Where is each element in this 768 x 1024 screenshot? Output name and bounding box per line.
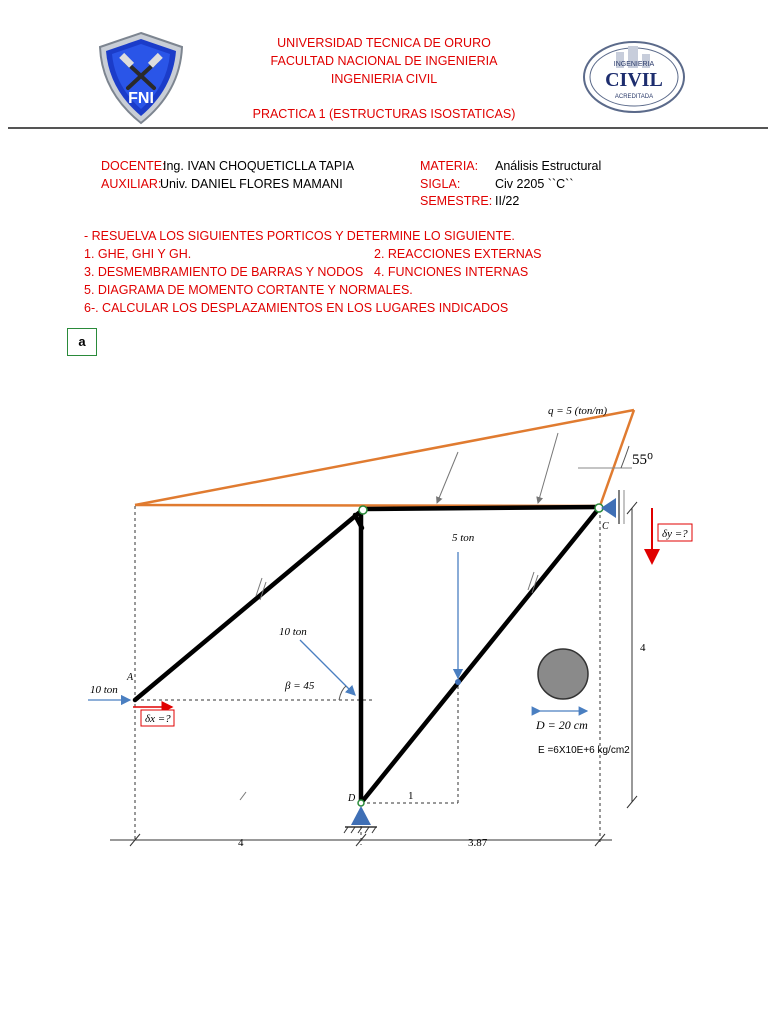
node-c-label: C [602, 521, 609, 532]
node-mid [455, 679, 461, 685]
member-top-beam [362, 507, 600, 509]
node-a-label: A [127, 672, 134, 683]
force-10-horizontal-label: 10 ton [90, 684, 118, 696]
materia-label: MATERIA: [420, 159, 479, 173]
sigla-label: SIGLA: [420, 177, 461, 191]
auxiliar-value: Univ. DANIEL FLORES MAMANI [160, 177, 343, 191]
dx-label: δx =? [145, 713, 171, 725]
beta-label: β = 45 [285, 680, 315, 692]
dy-label: δy =? [662, 528, 688, 540]
dim-small-label: 1 [408, 790, 414, 802]
materia-value: Análisis Estructural [495, 159, 602, 173]
distributed-load [135, 410, 634, 506]
angle-top-label: 55⁰ [632, 452, 654, 468]
docente-label: DOCENTE: [101, 159, 166, 173]
dim-right-bottom-label: 3.87 [468, 837, 488, 849]
node-top [359, 506, 367, 514]
force-10-inclined-label: 10 ton [279, 626, 307, 638]
semestre-value: II/22 [495, 194, 520, 208]
cross-section-circle [538, 649, 588, 699]
semestre-label: SEMESTRE: [420, 194, 493, 208]
force-5-label: 5 ton [452, 532, 475, 544]
dim-right [627, 502, 637, 808]
instructions-intro: - RESUELVA LOS SIGUIENTES PORTICOS Y DETERMINE LO SIGUIENTE. [84, 229, 515, 243]
instruction-6: 6-. CALCULAR LOS DESPLAZAMIENTOS EN LOS LUGARES INDICADOS [84, 301, 509, 315]
civil-logo-bottom: ACREDITADA [614, 94, 654, 100]
docente-value: Ing. IVAN CHOQUETICLLA TAPIA [163, 159, 355, 173]
practice-title: PRACTICA 1 (ESTRUCTURAS ISOSTATICAS) [252, 107, 516, 121]
diameter-label: D = 20 cm [536, 718, 588, 732]
instruction-5: 5. DIAGRAMA DE MOMENTO CORTANTE Y NORMALES. [84, 283, 413, 297]
instruction-2: 2. REACCIONES EXTERNAS [374, 247, 542, 261]
support-d [344, 806, 377, 833]
beta-arc [339, 686, 346, 700]
problem-label-box: a [67, 328, 97, 356]
civil-logo-top: INGENIERIA [613, 61, 655, 68]
modulus-label: E =6X10E+6 kg/cm2 [538, 745, 630, 756]
node-d [358, 800, 364, 806]
frame-members [135, 507, 600, 803]
load-label: q = 5 (ton/m) [548, 405, 608, 417]
instruction-1: 1. GHE, GHI Y GH. [84, 247, 192, 261]
sigla-value: Civ 2205 ``C`` [495, 177, 574, 191]
auxiliar-label: AUXILIAR: [101, 177, 162, 191]
civil-logo-main: CIVIL [605, 69, 663, 91]
instruction-3: 3. DESMEMBRAMIENTO DE BARRAS Y NODOS [84, 265, 364, 279]
member-a-top [135, 512, 360, 700]
instruction-4: 4. FUNCIONES INTERNAS [374, 265, 529, 279]
fni-logo-text: FNI [128, 90, 154, 107]
faculty-title: FACULTAD NACIONAL DE INGENIERIA [270, 54, 498, 68]
node-d-label: D [348, 793, 356, 804]
angle-arc [621, 446, 629, 468]
dim-left-label: 4 [238, 837, 244, 849]
dim-right-label: 4 [640, 642, 646, 654]
career-title: INGENIERIA CIVIL [330, 72, 438, 86]
university-title: UNIVERSIDAD TECNICA DE ORURO [277, 36, 491, 50]
